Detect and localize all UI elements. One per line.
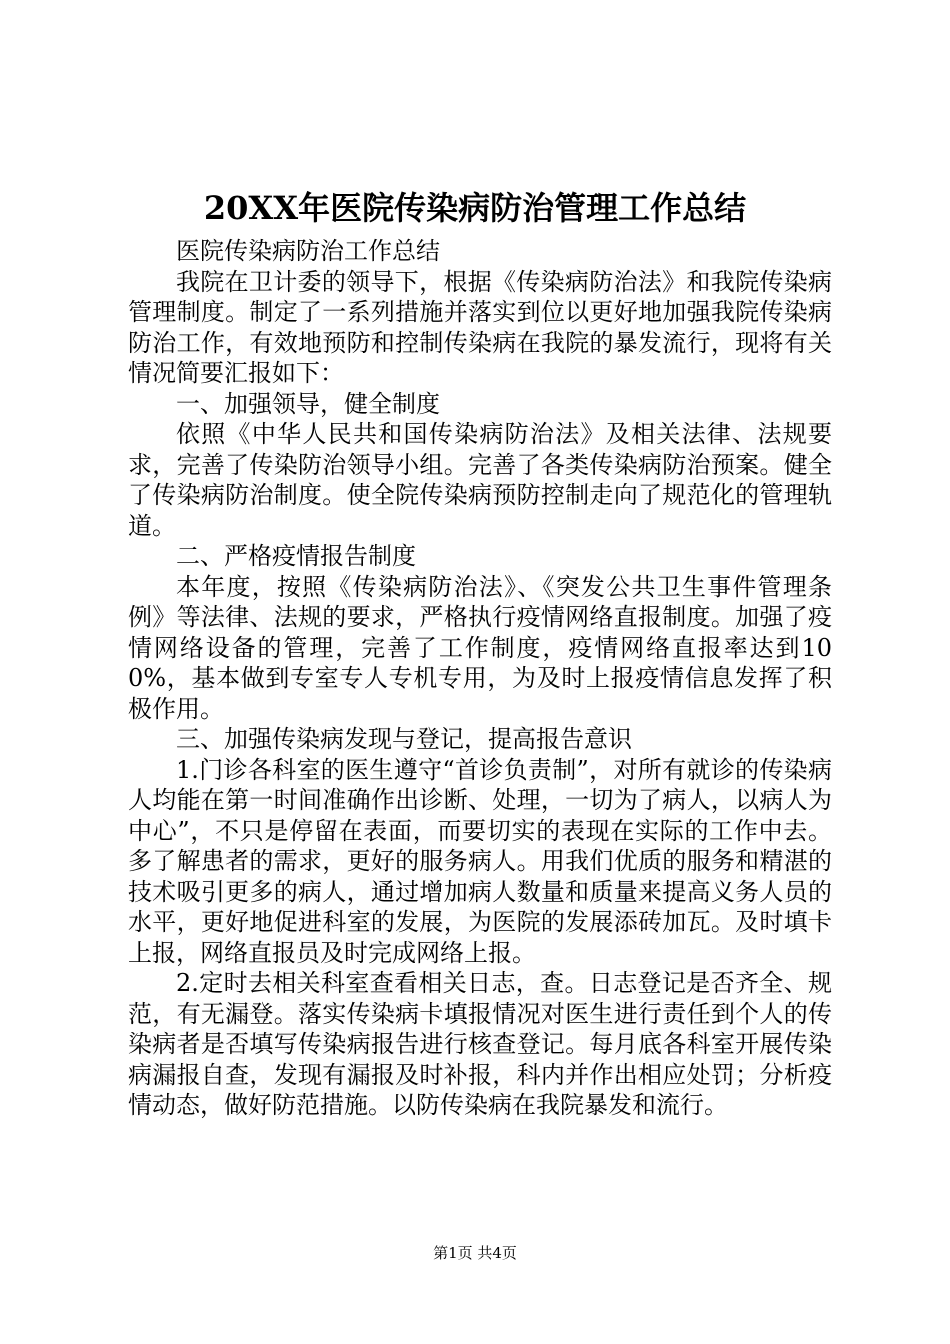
page-footer: 第1页 共4页 (433, 1244, 517, 1262)
section-1-paragraph: 依照《中华人民共和国传染病防治法》及相关法律、法规要求，完善了传染防治领导小组。完善了各类传染病防治预案。健全了传染病防治制度。使全院传染病预防控制走向了规范化的管理轨道。 (128, 420, 832, 540)
section-heading-3: 三、加强传染病发现与登记，提高报告意识 (176, 725, 632, 753)
section-subtitle: 医院传染病防治工作总结 (176, 237, 440, 265)
section-3-item-1: 1.门诊各科室的医生遵守“首诊负责制”，对所有就诊的传染病人均能在第一时间准确作出诊断、处理，一切为了病人，以病人为中心”，不只是停留在表面，而要切实的表现在实际的工作中去。多了解患者的需求，更好的服务病人。用我们优质的服务和精湛的技术吸引更多的病人，通过增加病人数量和质量来提高义务人员的水平，更好地促进科室的发展，为医院的发展添砖加瓦。及时填卡上报，网络直报员及时完成网络上报。 (128, 755, 832, 967)
section-3-item-2: 2.定时去相关科室查看相关日志，查。日志登记是否齐全、规范，有无漏登。落实传染病卡填报情况对医生进行责任到个人的传染病者是否填写传染病报告进行核查登记。每月底各科室开展传染病漏报自查，发现有漏报及时补报，科内并作出相应处罚；分析疫情动态，做好防范措施。以防传染病在我院暴发和流行。 (128, 969, 832, 1119)
document-body (128, 236, 832, 1121)
intro-paragraph: 我院在卫计委的领导下，根据《传染病防治法》和我院传染病管理制度。制定了一系列措施并落实到位以更好地加强我院传染病防治工作，有效地预防和控制传染病在我院的暴发流行，现将有关情况简要汇报如下： (128, 267, 832, 387)
section-heading-2: 二、严格疫情报告制度 (176, 542, 416, 570)
document-title: 20XX年医院传染病防治管理工作总结 (203, 189, 747, 227)
section-2-paragraph: 本年度，按照《传染病防治法》、《突发公共卫生事件管理条例》等法律、法规的要求，严格执行疫情网络直报制度。加强了疫情网络设备的管理，完善了工作制度，疫情网络直报率达到100%，基本做到专室专人专机专用，为及时上报疫情信息发挥了积极作用。 (128, 572, 832, 723)
section-heading-1: 一、加强领导，健全制度 (176, 389, 440, 418)
